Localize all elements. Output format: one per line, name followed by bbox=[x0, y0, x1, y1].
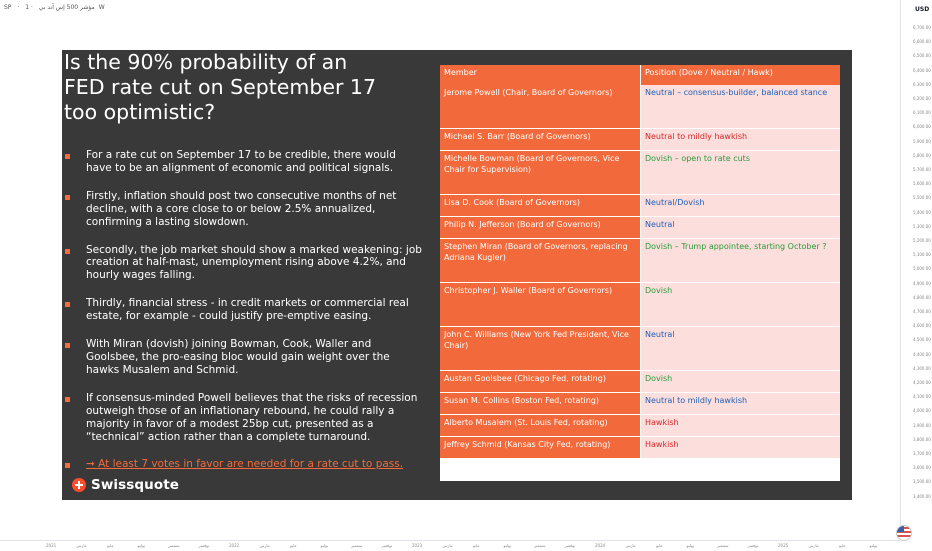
table-header-row bbox=[440, 65, 840, 85]
price-tick-label: 6,400.00 bbox=[913, 67, 931, 73]
brand-name: Swissquote bbox=[91, 477, 180, 493]
position-cell: Neutral/Dovish bbox=[641, 195, 841, 217]
table-row bbox=[440, 239, 840, 283]
bullet-marker-icon bbox=[65, 397, 70, 402]
price-tick-label: 5,400.00 bbox=[913, 209, 931, 215]
table-row bbox=[440, 85, 840, 129]
position-cell: Dovish – Trump appointee, starting October ? bbox=[641, 239, 841, 283]
price-tick-label: 6,100.00 bbox=[913, 110, 931, 116]
price-tick-label: 4,900.00 bbox=[913, 280, 931, 286]
cta-text: ➞ At least 7 votes in favor are needed for a rate cut to pass. bbox=[86, 458, 404, 471]
swissquote-logo bbox=[72, 477, 179, 493]
bullet-marker-icon bbox=[65, 195, 70, 200]
price-tick-label: 5,600.00 bbox=[913, 181, 931, 187]
price-tick-label: 3,800.00 bbox=[913, 436, 931, 442]
member-cell: Philip N. Jefferson (Board of Governors) bbox=[440, 217, 641, 239]
bullet-item bbox=[62, 244, 422, 283]
bullet-marker-icon bbox=[65, 343, 70, 348]
bullet-text: Thirdly, financial stress - in credit markets or commercial real estate, for example - could justify pre-emptive easing. bbox=[86, 297, 409, 323]
time-tick-label: يوليو bbox=[137, 543, 146, 548]
price-tick-label: 6,600.00 bbox=[913, 39, 931, 45]
member-cell: John C. Williams (New York Fed President, Vice Chair) bbox=[440, 327, 641, 371]
time-tick-label: مايو bbox=[473, 543, 480, 548]
time-tick-label: سبتمبر bbox=[717, 543, 729, 548]
table-row bbox=[440, 393, 840, 415]
column-header-position: Position (Dove / Neutral / Hawk) bbox=[641, 65, 841, 85]
time-tick-label: مارس bbox=[625, 543, 636, 548]
position-cell: Neutral bbox=[641, 217, 841, 239]
timeframe-label[interactable]: 1W bbox=[25, 4, 105, 11]
price-tick-label: 4,800.00 bbox=[913, 294, 931, 300]
price-tick-label: 3,400.00 bbox=[913, 493, 931, 499]
price-tick-label: 3,700.00 bbox=[913, 451, 931, 456]
price-tick-label: 5,300.00 bbox=[913, 223, 931, 229]
separator-dot: · bbox=[17, 4, 20, 11]
time-tick-label: مايو bbox=[290, 543, 297, 548]
position-cell: Neutral bbox=[641, 327, 841, 371]
fomc-table bbox=[440, 65, 840, 481]
price-tick-label: 5,900.00 bbox=[913, 138, 931, 144]
table-row bbox=[440, 327, 840, 371]
table-row bbox=[440, 217, 840, 239]
price-tick-label: 5,500.00 bbox=[913, 195, 931, 201]
price-tick-label: 6,300.00 bbox=[913, 81, 931, 87]
price-tick-label: 6,500.00 bbox=[913, 53, 931, 59]
table-row bbox=[440, 437, 840, 459]
time-tick-label: نوفمبر bbox=[198, 543, 210, 548]
price-tick-label: 4,700.00 bbox=[913, 309, 931, 314]
time-tick-label: مارس bbox=[76, 543, 87, 548]
member-cell: Susan M. Collins (Boston Fed, rotating) bbox=[440, 393, 641, 415]
price-tick-label: 4,200.00 bbox=[913, 380, 931, 385]
position-cell: Dovish bbox=[641, 283, 841, 327]
bullet-marker-icon bbox=[65, 249, 70, 254]
position-cell: Neutral – consensus-builder, balanced stance bbox=[641, 85, 841, 129]
time-tick-label: يوليو bbox=[686, 543, 695, 548]
price-tick-label: 5,800.00 bbox=[913, 152, 931, 158]
bullet-text: For a rate cut on September 17 to be credible, there would have to be an alignment of economic and political signals. bbox=[86, 149, 396, 174]
time-tick-label: 2022 bbox=[229, 543, 240, 548]
position-cell: Dovish – open to rate cuts bbox=[641, 151, 841, 195]
price-tick-label: 4,600.00 bbox=[913, 323, 931, 329]
overlay-panel bbox=[62, 50, 852, 500]
bullet-marker-icon bbox=[65, 154, 70, 159]
member-cell: Austan Goolsbee (Chicago Fed, rotating) bbox=[440, 371, 641, 393]
price-tick-label: 4,400.00 bbox=[913, 351, 931, 357]
member-cell: Jeffrey Schmid (Kansas City Fed, rotating) bbox=[440, 437, 641, 459]
symbol-label[interactable]: SP bbox=[4, 4, 12, 11]
table-row bbox=[440, 415, 840, 437]
bullet-item bbox=[62, 338, 422, 377]
time-tick-label: يوليو bbox=[503, 543, 512, 548]
time-tick-label: مارس bbox=[259, 543, 270, 548]
table-row bbox=[440, 371, 840, 393]
position-cell: Hawkish bbox=[641, 415, 841, 437]
price-tick-label: 4,300.00 bbox=[913, 365, 931, 371]
time-tick-label: سبتمبر bbox=[168, 543, 180, 548]
price-tick-label: 5,700.00 bbox=[913, 167, 931, 172]
bullet-text: Firstly, inflation should post two consecutive months of net decline, with a core close to or below 2.5% annualized, confirming a lasting slowdown. bbox=[86, 189, 397, 228]
swissquote-logo-icon bbox=[72, 478, 86, 492]
chart-header bbox=[0, 0, 904, 16]
time-tick-label: 2025 bbox=[778, 543, 789, 548]
table-row bbox=[440, 195, 840, 217]
bullet-list bbox=[62, 149, 422, 486]
time-tick-label: نوفمبر bbox=[381, 543, 393, 548]
price-tick-label: 4,500.00 bbox=[913, 337, 931, 343]
table-row bbox=[440, 283, 840, 327]
time-tick-label: نوفمبر bbox=[564, 543, 576, 548]
bullet-text: With Miran (dovish) joining Bowman, Cook, Waller and Goolsbee, the pro-easing bloc would gain weight over the hawks Musalem and Schmid. bbox=[86, 338, 390, 376]
us-flag-icon[interactable] bbox=[896, 525, 912, 541]
bullet-item bbox=[62, 392, 422, 444]
column-header-member: Member bbox=[440, 65, 641, 85]
currency-label[interactable]: USD bbox=[915, 6, 930, 13]
separator-dot: · bbox=[30, 4, 33, 11]
member-cell: Stephen Miran (Board of Governors, replacing Adriana Kugler) bbox=[440, 239, 641, 283]
price-tick-label: 3,900.00 bbox=[913, 422, 931, 428]
time-tick-label: سبتمبر bbox=[534, 543, 546, 548]
time-tick-label: 2023 bbox=[412, 543, 423, 548]
bullet-marker-icon bbox=[65, 463, 70, 468]
time-tick-label: مايو bbox=[107, 543, 114, 548]
member-cell: Jerome Powell (Chair, Board of Governors) bbox=[440, 85, 641, 129]
member-cell: Alberto Musalem (St. Louis Fed, rotating) bbox=[440, 415, 641, 437]
bullet-item bbox=[62, 190, 422, 229]
member-cell: Christopher J. Waller (Board of Governors) bbox=[440, 283, 641, 327]
price-tick-label: 4,100.00 bbox=[913, 394, 931, 400]
price-tick-label: 5,100.00 bbox=[913, 252, 931, 258]
price-tick-label: 5,200.00 bbox=[913, 238, 931, 243]
bullet-text: Secondly, the job market should show a marked weakening: job creation at half-mast, unemployment rising above 4.2%, and hourly wages falling. bbox=[86, 243, 422, 282]
bullet-item bbox=[62, 149, 422, 175]
price-tick-label: 6,700.00 bbox=[913, 25, 931, 30]
bullet-marker-icon bbox=[65, 302, 70, 307]
time-tick-label: 2021 bbox=[46, 543, 57, 548]
price-tick-label: 5,000.00 bbox=[913, 266, 931, 272]
price-tick-label: 6,000.00 bbox=[913, 124, 931, 130]
time-tick-label: مايو bbox=[656, 543, 663, 548]
table-row bbox=[440, 151, 840, 195]
member-cell: Lisa D. Cook (Board of Governors) bbox=[440, 195, 641, 217]
time-tick-label: يوليو bbox=[320, 543, 329, 548]
price-tick-label: 4,000.00 bbox=[913, 408, 931, 414]
position-cell: Neutral to mildly hawkish bbox=[641, 393, 841, 415]
member-cell: Michael S. Barr (Board of Governors) bbox=[440, 129, 641, 151]
bullet-text: If consensus-minded Powell believes that the risks of recession outweigh those of an inflationary rebound, he could rally a majority in favor of a modest 25bp cut, presented as a “technical” action rather than a complete turnaround. bbox=[86, 391, 418, 443]
position-cell: Dovish bbox=[641, 371, 841, 393]
time-axis[interactable] bbox=[0, 540, 900, 551]
member-cell: Michelle Bowman (Board of Governors, Vice Chair for Supervision) bbox=[440, 151, 641, 195]
time-tick-label: سبتمبر bbox=[351, 543, 363, 548]
headline: Is the 90% probability of an FED rate cut on September 17 too optimistic? bbox=[64, 50, 376, 124]
price-tick-label: 3,600.00 bbox=[913, 465, 931, 471]
time-tick-label: مارس bbox=[808, 543, 819, 548]
price-tick-label: 3,500.00 bbox=[913, 479, 931, 485]
time-tick-label: مايو bbox=[839, 543, 846, 548]
time-tick-label: نوفمبر bbox=[747, 543, 759, 548]
time-tick-label: مارس bbox=[442, 543, 453, 548]
symbol-description: مؤشر 500 إس آند بي bbox=[38, 4, 95, 11]
table-row bbox=[440, 129, 840, 151]
time-tick-label: 2024 bbox=[595, 543, 606, 548]
bullet-item bbox=[62, 297, 422, 323]
price-tick-label: 6,200.00 bbox=[913, 96, 931, 101]
time-tick-label: يوليو bbox=[869, 543, 878, 548]
position-cell: Hawkish bbox=[641, 437, 841, 459]
price-axis[interactable] bbox=[900, 0, 932, 540]
position-cell: Neutral to mildly hawkish bbox=[641, 129, 841, 151]
cta-item bbox=[62, 458, 422, 471]
